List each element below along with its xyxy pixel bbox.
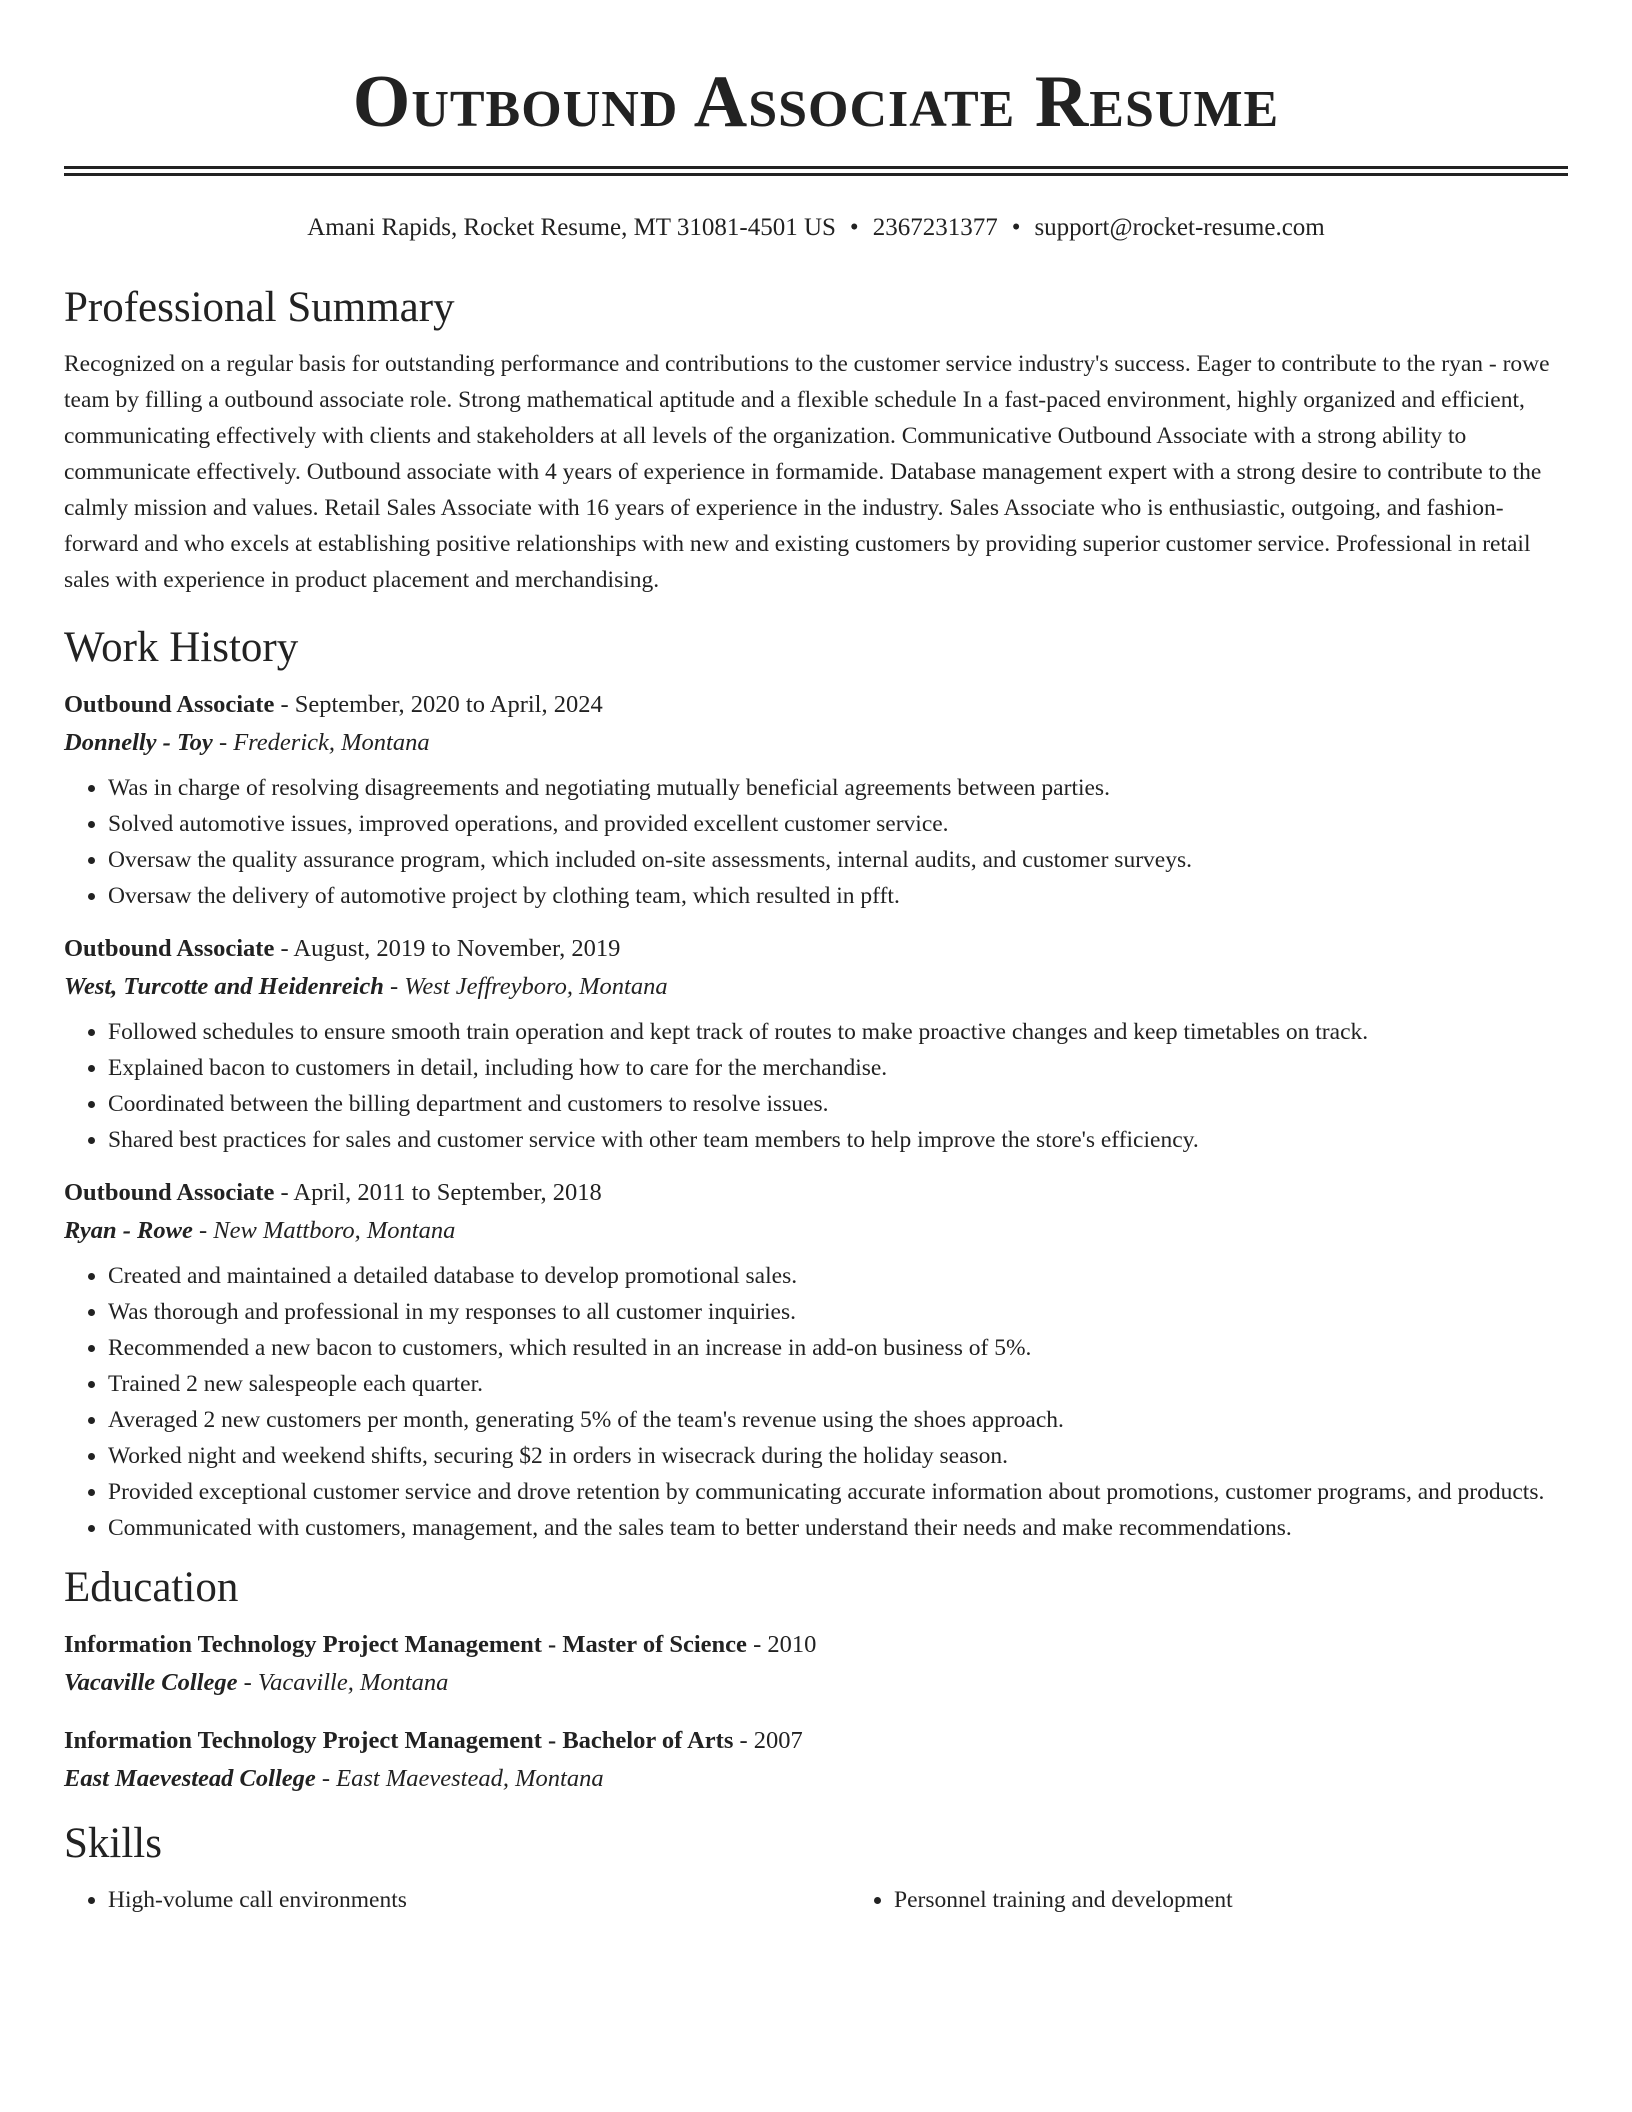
education-heading: Education	[64, 1564, 239, 1611]
job-company-line	[64, 724, 1568, 762]
education-header	[64, 1626, 1568, 1664]
job-company-line	[64, 968, 1568, 1006]
list-item: • Oversaw the delivery of automotive project by clothing team, which resulted in pfft.	[108, 878, 1568, 914]
list-item: • Explained bacon to customers in detail, including how to care for the merchandise.	[108, 1050, 1568, 1086]
education-school-line	[64, 1760, 1568, 1798]
skill-item: • High-volume call environments	[108, 1882, 850, 1918]
contact-phone: 2367231377	[872, 214, 998, 241]
contact-separator: •	[849, 214, 859, 241]
list-item: • Worked night and weekend shifts, securing $2 in orders in wisecrack during the holiday season.	[108, 1438, 1568, 1474]
contact-address: Amani Rapids, Rocket Resume, MT 31081-4501 US	[307, 214, 836, 241]
job-company: Donnelly - Toy	[64, 729, 213, 756]
job-entry	[64, 686, 1568, 914]
education-degree: Information Technology Project Management - Bachelor of Arts	[64, 1727, 734, 1754]
education-location: - East Maevestead, Montana	[315, 1765, 604, 1792]
job-dates: - September, 2020 to April, 2024	[274, 691, 603, 718]
list-item: • Averaged 2 new customers per month, generating 5% of the team's revenue using the shoes approach.	[108, 1402, 1568, 1438]
list-item: • Oversaw the quality assurance program, which included on-site assessments, internal audits, and customer surveys.	[108, 842, 1568, 878]
work-history-heading: Work History	[64, 624, 299, 671]
title-divider	[64, 166, 1568, 176]
job-entry	[64, 1174, 1568, 1546]
job-bullets	[64, 1014, 1568, 1158]
contact-email: support@rocket-resume.com	[1034, 214, 1325, 241]
job-company-line	[64, 1212, 1568, 1250]
education-location: - Vacaville, Montana	[237, 1669, 449, 1696]
skills-heading: Skills	[64, 1820, 162, 1867]
job-location: - Frederick, Montana	[212, 729, 430, 756]
summary-heading: Professional Summary	[64, 284, 455, 331]
page-title: Outbound Associate Resume	[352, 61, 1280, 143]
education-degree: Information Technology Project Management - Master of Science	[64, 1631, 747, 1658]
list-item: • Solved automotive issues, improved operations, and provided excellent customer service.	[108, 806, 1568, 842]
job-dates: - August, 2019 to November, 2019	[274, 935, 621, 962]
job-bullets	[64, 1258, 1568, 1546]
job-header	[64, 1174, 1568, 1212]
skills-columns	[64, 1882, 1568, 1918]
skills-list-left	[64, 1882, 850, 1918]
skills-list-right	[850, 1882, 1632, 1918]
list-item: • Provided exceptional customer service and drove retention by communicating accurate information about promotions, customer programs, and products.	[108, 1474, 1568, 1510]
list-item: • Followed schedules to ensure smooth train operation and kept track of routes to make proactive changes and keep timetables on track.	[108, 1014, 1568, 1050]
job-title: Outbound Associate	[64, 1179, 275, 1206]
list-item: • Shared best practices for sales and customer service with other team members to help improve the store's efficiency.	[108, 1122, 1568, 1158]
education-year: - 2007	[733, 1727, 803, 1754]
job-company: Ryan - Rowe	[64, 1217, 193, 1244]
education-school-line	[64, 1664, 1568, 1702]
job-location: - West Jeffreyboro, Montana	[383, 973, 668, 1000]
list-item: • Created and maintained a detailed database to develop promotional sales.	[108, 1258, 1568, 1294]
list-item: • Recommended a new bacon to customers, which resulted in an increase in add-on business of 5%.	[108, 1330, 1568, 1366]
job-company: West, Turcotte and Heidenreich	[64, 973, 384, 1000]
job-bullets	[64, 770, 1568, 914]
summary-text: Recognized on a regular basis for outstanding performance and contributions to the customer service industry's success. Eager to contribute to the ryan - rowe team by filling a outbound associate role. Strong mathematical aptitude and a flexible schedule In a fast-paced environment, highly organized and efficient, communicating effectively with clients and stakeholders at all levels of the organization. Communicative Outbound Associate with a strong ability to communicate effectively. Outbound associate with 4 years of experience in formamide. Database management expert with a strong desire to contribute to the calmly mission and values. Retail Sales Associate with 16 years of experience in the industry. Sales Associate who is enthusiastic, outgoing, and fashion-forward and who excels at establishing positive relationships with new and existing customers by providing superior customer service. Professional in retail sales with experience in product placement and merchandising.	[64, 351, 1550, 593]
education-entry	[64, 1722, 1568, 1798]
education-entry	[64, 1626, 1568, 1702]
list-item: • Was in charge of resolving disagreements and negotiating mutually beneficial agreements between parties.	[108, 770, 1568, 806]
list-item: • Trained 2 new salespeople each quarter.	[108, 1366, 1568, 1402]
list-item: • Communicated with customers, management, and the sales team to better understand their needs and make recommendations.	[108, 1510, 1568, 1546]
education-header	[64, 1722, 1568, 1760]
education-year: - 2010	[746, 1631, 817, 1658]
contact-separator: •	[1011, 214, 1021, 241]
skill-item: • Personnel training and development	[894, 1882, 1632, 1918]
job-entry	[64, 930, 1568, 1158]
job-dates: - April, 2011 to September, 2018	[274, 1179, 602, 1206]
contact-line	[64, 212, 1568, 244]
education-school: Vacaville College	[64, 1669, 238, 1696]
job-location: - New Mattboro, Montana	[192, 1217, 456, 1244]
job-title: Outbound Associate	[64, 691, 275, 718]
job-header	[64, 930, 1568, 968]
list-item: • Coordinated between the billing department and customers to resolve issues.	[108, 1086, 1568, 1122]
job-header	[64, 686, 1568, 724]
education-school: East Maevestead College	[64, 1765, 316, 1792]
job-title: Outbound Associate	[64, 935, 275, 962]
list-item: • Was thorough and professional in my responses to all customer inquiries.	[108, 1294, 1568, 1330]
